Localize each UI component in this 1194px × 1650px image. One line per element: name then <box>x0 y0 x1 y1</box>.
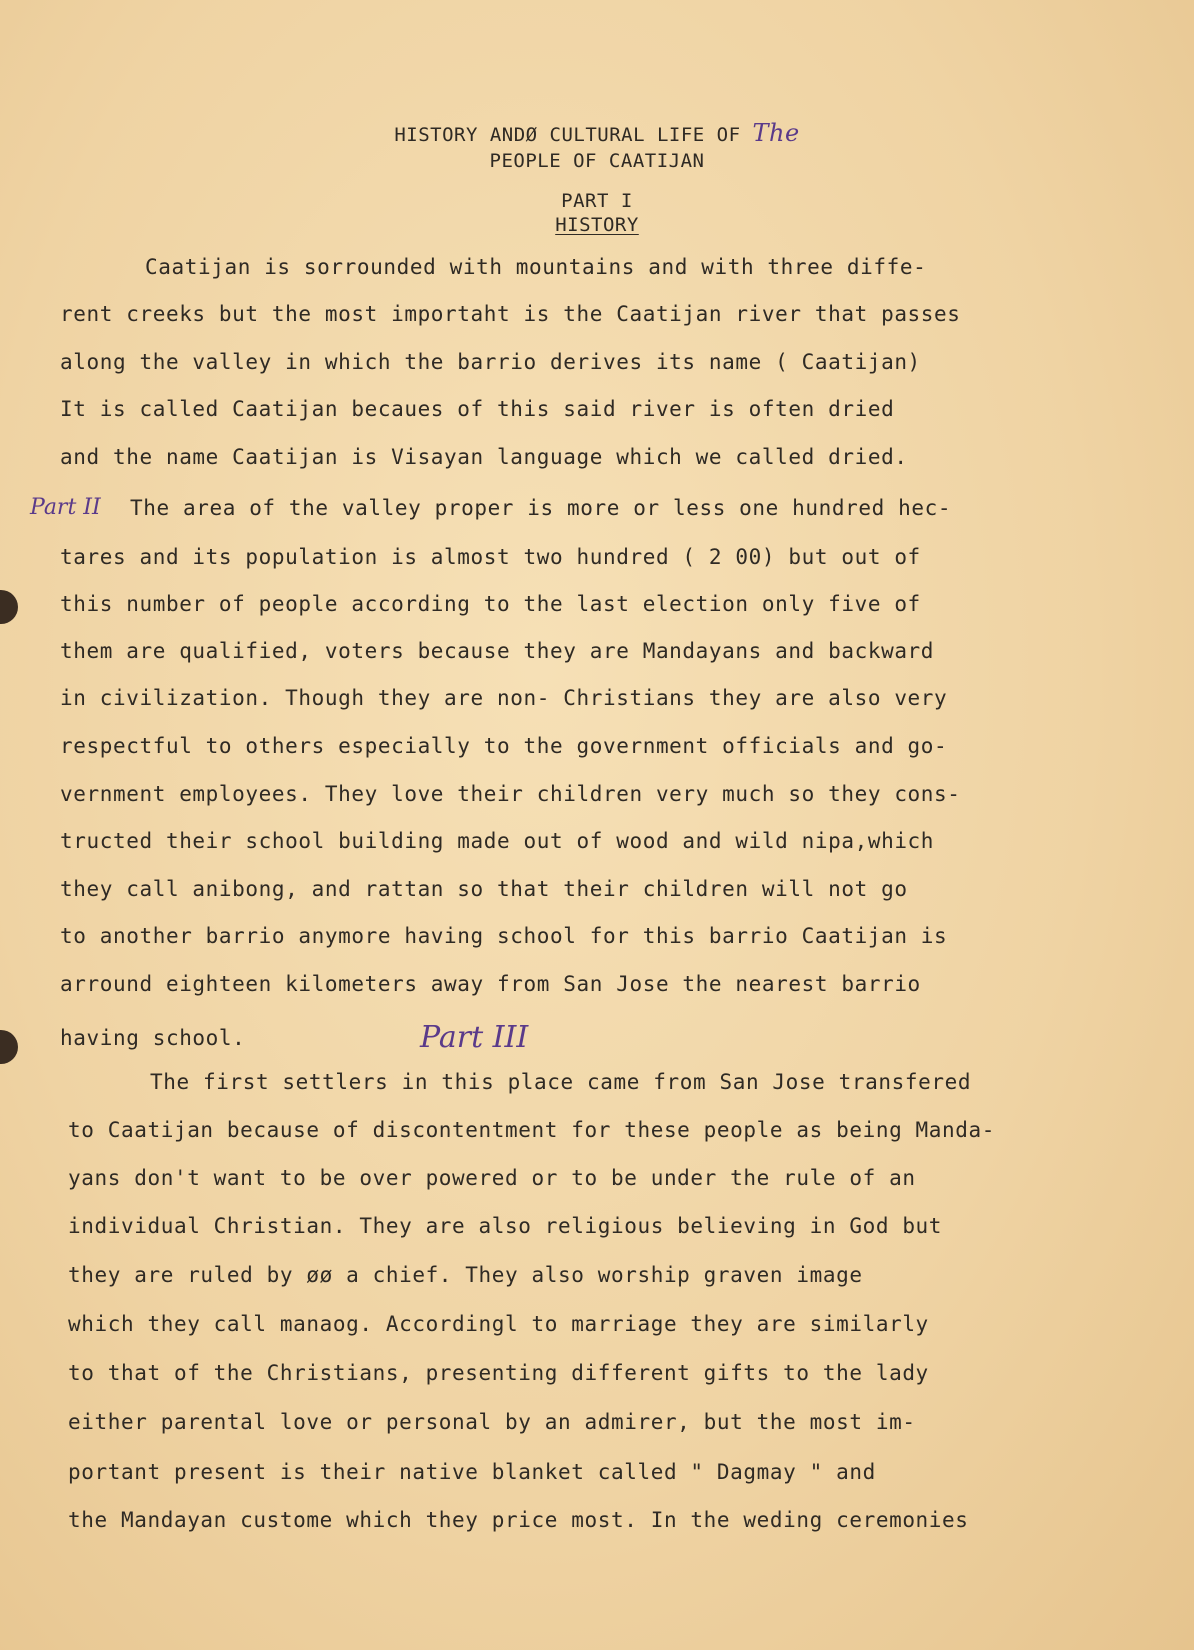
text-line: and the name Caatijan is Visayan language which we called dried. <box>60 445 908 469</box>
text-line: to Caatijan because of discontentment for these people as being Manda- <box>68 1118 996 1142</box>
text-line: tares and its population is almost two hundred ( 2 00) but out of <box>60 545 921 569</box>
punch-hole <box>0 590 18 624</box>
text-line: to that of the Christians, presenting different gifts to the lady <box>68 1361 929 1385</box>
text-line: The area of the valley proper is more or less one hundred hec- <box>130 496 952 520</box>
text-line: which they call manaog. Accordingl to marriage they are similarly <box>68 1312 929 1336</box>
text-line: individual Christian. They are also religious believing in God but <box>68 1214 943 1238</box>
punch-hole <box>0 1030 18 1064</box>
text-line: this number of people according to the last election only five of <box>60 592 921 616</box>
text-line: vernment employees. They love their children very much so they cons- <box>60 782 961 806</box>
text-line: they call anibong, and rattan so that their children will not go <box>60 877 908 901</box>
title-line-2: PEOPLE OF CAATIJAN <box>489 150 705 172</box>
title-text: HISTORY ANDØ CULTURAL LIFE OF <box>394 124 741 146</box>
text-line: in civilization. Though they are non- Christians they are also very <box>60 686 948 710</box>
text-line: respectful to others especially to the government officials and go- <box>60 734 948 758</box>
text-line: Caatijan is sorrounded with mountains and with three diffe- <box>145 255 927 279</box>
margin-note-part-3: Part III <box>420 1020 529 1055</box>
handwritten-title-word: The <box>752 119 800 147</box>
title-block <box>0 120 1194 174</box>
text-line: along the valley in which the barrio derives its name ( Caatijan) <box>60 350 921 374</box>
margin-note-part-2: Part II <box>30 495 101 520</box>
text-line: rent creeks but the most importaht is the Caatijan river that passes <box>60 302 961 326</box>
section-heading: HISTORY <box>555 214 639 236</box>
text-line: portant present is their native blanket called " Dagmay " and <box>68 1460 876 1484</box>
text-line: having school. <box>60 1026 246 1050</box>
text-line: the Mandayan custome which they price most. In the weding ceremonies <box>68 1508 969 1532</box>
text-line: yans don't want to be over powered or to be under the rule of an <box>68 1166 916 1190</box>
text-line: them are qualified, voters because they are Mandayans and backward <box>60 639 935 663</box>
text-line: tructed their school building made out of wood and wild nipa,which <box>60 829 935 853</box>
text-line: The first settlers in this place came from San Jose transfered <box>150 1070 972 1094</box>
text-line: either parental love or personal by an admirer, but the most im- <box>68 1410 916 1434</box>
title-line-1 <box>0 120 1194 148</box>
text-line: arround eighteen kilometers away from San Jose the nearest barrio <box>60 972 921 996</box>
text-line: to another barrio anymore having school for this barrio Caatijan is <box>60 924 948 948</box>
text-line: It is called Caatijan becaues of this said river is often dried <box>60 397 895 421</box>
part-heading: PART I <box>561 190 633 212</box>
text-line: they are ruled by øø a chief. They also worship graven image <box>68 1263 863 1287</box>
